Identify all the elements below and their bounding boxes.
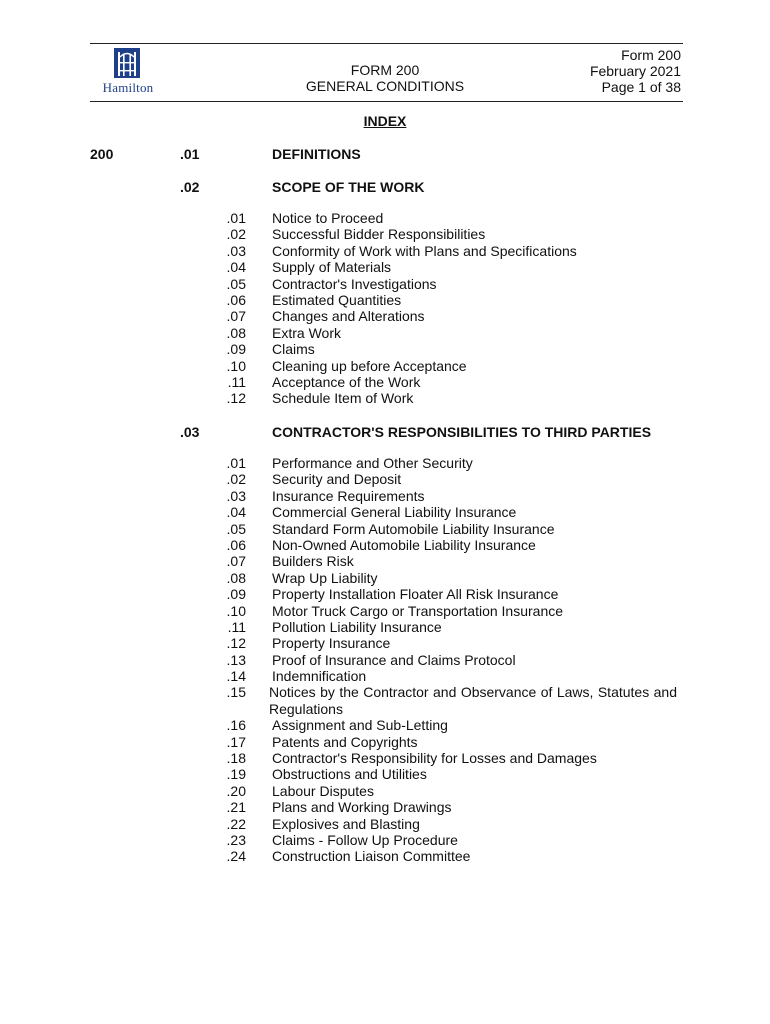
section-02-list — [0, 210, 770, 407]
list-item — [0, 471, 770, 487]
item-text: Contractor's Investigations — [272, 275, 437, 292]
item-text: Cleaning up before Acceptance — [272, 357, 467, 374]
list-item — [0, 750, 770, 766]
item-number: .11 — [227, 618, 246, 635]
item-number: .21 — [226, 799, 246, 816]
item-text: Security and Deposit — [272, 471, 402, 488]
list-item — [0, 259, 770, 275]
item-text: Extra Work — [272, 324, 341, 341]
list-item — [0, 783, 770, 799]
section-03-number: .03 — [180, 424, 200, 440]
item-number: .12 — [226, 390, 246, 407]
item-number: .16 — [226, 717, 246, 734]
list-item — [0, 308, 770, 324]
item-number: .08 — [226, 569, 246, 586]
item-text: Notices by the Contractor and Observance of Laws, Statutes and Regulations — [269, 684, 677, 717]
section-number: 200 — [90, 146, 114, 162]
item-number: .03 — [226, 487, 246, 504]
item-number: .19 — [226, 766, 246, 783]
item-number: .07 — [226, 553, 246, 570]
section-02-title: SCOPE OF THE WORK — [272, 179, 425, 195]
hamilton-logo — [98, 48, 158, 98]
item-text: Proof of Insurance and Claims Protocol — [272, 651, 516, 668]
section-01-number: .01 — [180, 146, 200, 162]
section-03-title: CONTRACTOR'S RESPONSIBILITIES TO THIRD PARTIES — [272, 424, 652, 440]
item-text: Claims — [272, 341, 315, 358]
item-text: Claims - Follow Up Procedure — [272, 832, 458, 848]
item-text: Property Insurance — [272, 635, 391, 652]
item-text: Motor Truck Cargo or Transportation Insurance — [272, 602, 564, 619]
section-02-number: .02 — [180, 179, 200, 195]
list-item — [0, 325, 770, 341]
item-text: Assignment and Sub-Letting — [272, 717, 448, 734]
list-item — [0, 210, 770, 226]
list-item — [0, 816, 770, 832]
list-item — [0, 276, 770, 292]
item-number: .22 — [226, 815, 246, 832]
list-item — [0, 358, 770, 374]
form-number: FORM 200 — [350, 62, 420, 78]
item-number: .13 — [226, 651, 246, 668]
list-item — [0, 635, 770, 651]
form-date: February 2021 — [589, 63, 681, 79]
item-text: Indemnification — [272, 668, 367, 685]
item-text: Performance and Other Security — [272, 455, 473, 471]
item-text: Property Installation Floater All Risk Insurance — [272, 586, 559, 603]
list-item — [0, 668, 770, 684]
item-number: .23 — [226, 832, 246, 848]
item-number: .14 — [226, 668, 246, 685]
item-number: .05 — [226, 520, 246, 537]
item-text: Construction Liaison Committee — [272, 848, 471, 865]
item-text: Commercial General Liability Insurance — [272, 504, 517, 521]
list-item — [0, 684, 770, 717]
list-item — [0, 504, 770, 520]
item-number: .01 — [226, 455, 246, 471]
item-text: Explosives and Blasting — [272, 815, 420, 832]
list-item — [0, 488, 770, 504]
item-number: .10 — [226, 602, 246, 619]
item-number: .08 — [226, 324, 246, 341]
item-number: .09 — [226, 341, 246, 358]
item-number: .07 — [226, 308, 246, 325]
list-item — [0, 455, 770, 471]
item-number: .06 — [226, 536, 246, 553]
item-text: Non-Owned Automobile Liability Insurance — [272, 536, 536, 553]
item-text: Plans and Working Drawings — [272, 799, 452, 816]
item-number: .17 — [226, 733, 246, 750]
item-text: Supply of Materials — [272, 259, 392, 276]
item-number: .24 — [226, 848, 246, 865]
list-item — [0, 717, 770, 733]
form-meta-block — [461, 47, 681, 95]
item-text: Labour Disputes — [272, 782, 374, 799]
item-text: Contractor's Responsibility for Losses and Damages — [272, 750, 597, 767]
item-number: .02 — [226, 471, 246, 488]
list-item — [0, 521, 770, 537]
form-id: Form 200 — [621, 47, 681, 63]
form-name: GENERAL CONDITIONS — [305, 78, 465, 94]
list-item — [0, 586, 770, 602]
item-number: .18 — [226, 750, 246, 767]
item-number: .02 — [226, 226, 246, 243]
list-item — [0, 734, 770, 750]
item-text: Changes and Alterations — [272, 308, 425, 325]
item-text: Pollution Liability Insurance — [272, 618, 442, 635]
list-item — [0, 341, 770, 357]
item-text: Schedule Item of Work — [272, 390, 414, 407]
list-item — [0, 390, 770, 406]
header-bottom-rule — [90, 101, 683, 102]
page-number: Page 1 of 38 — [601, 79, 681, 95]
list-item — [0, 799, 770, 815]
item-number: .20 — [226, 782, 246, 799]
item-number: .11 — [227, 373, 246, 390]
item-number: .03 — [226, 242, 246, 259]
item-number: .01 — [226, 210, 246, 226]
list-item — [0, 553, 770, 569]
item-number: .10 — [226, 357, 246, 374]
item-number: .05 — [226, 275, 246, 292]
list-item — [0, 766, 770, 782]
section-03-list — [0, 455, 770, 865]
item-number: .04 — [226, 259, 246, 276]
item-text: Wrap Up Liability — [272, 569, 378, 586]
list-item — [0, 619, 770, 635]
item-text: Insurance Requirements — [272, 487, 425, 504]
item-text: Acceptance of the Work — [272, 373, 421, 390]
form-title-block — [285, 62, 485, 94]
list-item — [0, 243, 770, 259]
list-item — [0, 603, 770, 619]
item-number: .09 — [226, 586, 246, 603]
list-item — [0, 832, 770, 848]
item-text: Obstructions and Utilities — [272, 766, 427, 783]
header-top-rule — [90, 43, 683, 44]
section-01-title: DEFINITIONS — [272, 146, 361, 162]
list-item — [0, 226, 770, 242]
item-text: Notice to Proceed — [272, 210, 384, 226]
item-number: .15 — [226, 684, 246, 701]
list-item — [0, 570, 770, 586]
item-number: .06 — [226, 291, 246, 308]
item-text: Standard Form Automobile Liability Insurance — [272, 520, 555, 537]
item-text: Estimated Quantities — [272, 291, 402, 308]
list-item — [0, 374, 770, 390]
list-item — [0, 292, 770, 308]
index-heading: INDEX — [363, 113, 407, 129]
item-text: Builders Risk — [272, 553, 354, 570]
item-number: .04 — [226, 504, 246, 521]
item-text: Conformity of Work with Plans and Specifications — [272, 242, 577, 259]
item-number: .12 — [226, 635, 246, 652]
list-item — [0, 848, 770, 864]
item-text: Successful Bidder Responsibilities — [272, 226, 486, 243]
item-text: Patents and Copyrights — [272, 733, 418, 750]
hamilton-logo-icon — [114, 48, 140, 78]
list-item — [0, 537, 770, 553]
logo-wordmark: Hamilton — [102, 80, 154, 95]
list-item — [0, 652, 770, 668]
